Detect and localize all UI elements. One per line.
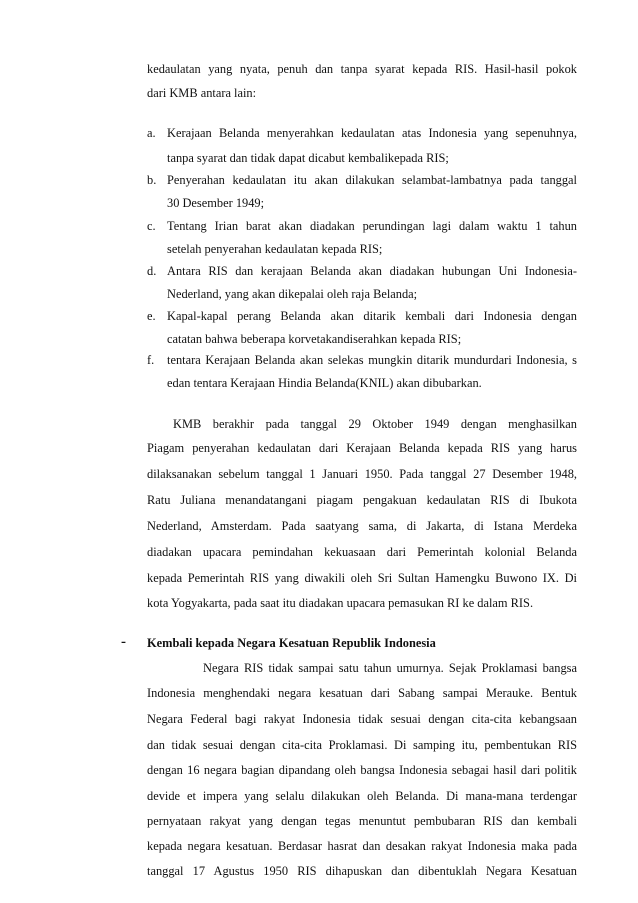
paragraph-line: pernyataan rakyat yang dengan tegas menuntut pembubaran RIS dan kembali: [147, 814, 577, 828]
paragraph-line: Negara RIS tidak sampai satu tahun umurnya. Sejak Proklamasi bangsa: [203, 661, 577, 675]
list-item-line: edan tentara Kerajaan Hindia Belanda(KNIL) akan dibubarkan.: [167, 376, 482, 390]
intro-line-1: kedaulatan yang nyata, penuh dan tanpa syarat kepada RIS. Hasil-hasil pokok: [147, 62, 577, 76]
paragraph-line: dilaksanakan sebelum tanggal 1 Januari 1950. Pada tanggal 27 Desember 1948,: [147, 467, 577, 481]
intro-line-2: dari KMB antara lain:: [147, 86, 257, 100]
paragraph-line: diadakan upacara pemindahan kekuasaan dari Pemerintah kolonial Belanda: [147, 545, 577, 559]
paragraph-line: devide et impera yang selalu dilakukan oleh Belanda. Di mana-mana terdengar: [147, 789, 577, 803]
list-item-line: Penyerahan kedaulatan itu akan dilakukan selambat-lambatnya pada tanggal: [167, 173, 577, 187]
list-marker: a.: [147, 126, 156, 140]
paragraph-line: kepada negara kesatuan. Berdasar hasrat dan desakan rakyat Indonesia maka pada: [147, 839, 577, 853]
list-marker: e.: [147, 309, 156, 323]
list-marker: f.: [147, 353, 155, 367]
list-item-line: Nederland, yang akan dikepalai oleh raja Belanda;: [167, 287, 418, 301]
paragraph-line: kepada Pemerintah RIS yang diwakili oleh Sri Sultan Hamengku Buwono IX. Di: [147, 571, 577, 585]
paragraph-line: Indonesia menghendaki negara kesatuan dari Sabang sampai Merauke. Bentuk: [147, 686, 577, 700]
paragraph-line: dengan 16 negara bagian dipandang oleh bangsa Indonesia sebagai hasil dari politik: [147, 763, 577, 777]
paragraph-line: dan tidak sesuai dengan cita-cita Proklamasi. Di samping itu, pembentukan RIS: [147, 738, 577, 752]
paragraph-line: kota Yogyakarta, pada saat itu diadakan upacara pemasukan RI ke dalam RIS.: [147, 596, 534, 610]
list-item-line: Tentang Irian barat akan diadakan perundingan lagi dalam waktu 1 tahun: [167, 219, 577, 233]
section-bullet-dash: -: [121, 634, 126, 650]
list-item-line: Kerajaan Belanda menyerahkan kedaulatan atas Indonesia yang sepenuhnya,: [167, 126, 577, 140]
paragraph-line: Negara Federal bagi rakyat Indonesia tidak sesuai dengan cita-cita kebangsaan: [147, 712, 577, 726]
list-item-line: setelah penyerahan kedaulatan kepada RIS;: [167, 242, 383, 256]
list-item-line: 30 Desember 1949;: [167, 196, 265, 210]
list-item-line: tentara Kerajaan Belanda akan selekas mungkin ditarik mundurdari Indonesia, s: [167, 353, 577, 367]
list-item-line: Antara RIS dan kerajaan Belanda akan diadakan hubungan Uni Indonesia-: [167, 264, 577, 278]
paragraph-line: Nederland, Amsterdam. Pada saatyang sama, di Jakarta, di Istana Merdeka: [147, 519, 577, 533]
list-marker: d.: [147, 264, 157, 278]
list-marker: c.: [147, 219, 156, 233]
paragraph-line: Ratu Juliana menandatangani piagam pengakuan kedaulatan RIS di Ibukota: [147, 493, 577, 507]
list-marker: b.: [147, 173, 157, 187]
paragraph-line: Piagam penyerahan kedaulatan dari Kerajaan Belanda kepada RIS yang harus: [147, 441, 577, 455]
list-item-line: Kapal-kapal perang Belanda akan ditarik kembali dari Indonesia dengan: [167, 309, 577, 323]
section-heading: Kembali kepada Negara Kesatuan Republik Indonesia: [147, 636, 436, 650]
list-item-line: catatan bahwa beberapa korvetakandiserahkan kepada RIS;: [167, 332, 462, 346]
paragraph-line: KMB berakhir pada tanggal 29 Oktober 1949 dengan menghasilkan: [173, 417, 577, 431]
paragraph-line: tanggal 17 Agustus 1950 RIS dihapuskan dan dibentuklah Negara Kesatuan: [147, 864, 577, 878]
list-item-line: tanpa syarat dan tidak dapat dicabut kembalikepada RIS;: [167, 151, 449, 165]
